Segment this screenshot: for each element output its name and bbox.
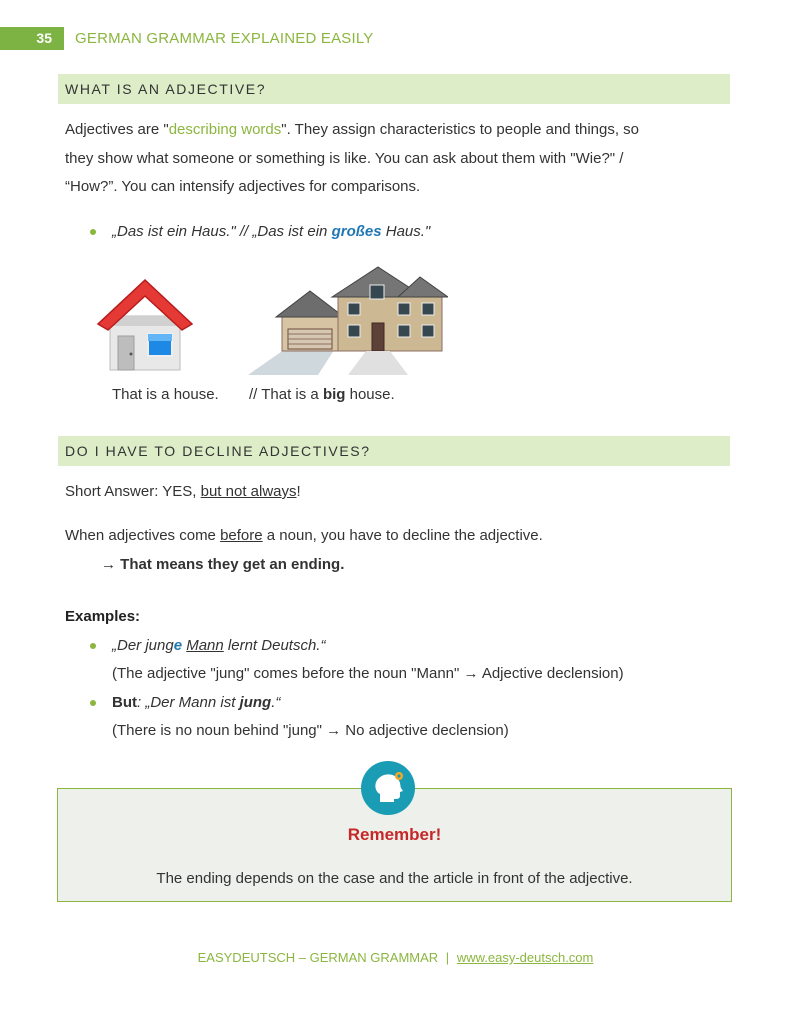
- page-number: 35: [0, 27, 64, 50]
- intro-line-1: Adjectives are "describing words". They assign characteristics to people and things, so: [65, 121, 640, 138]
- footer-link[interactable]: www.easy-deutsch.com: [456, 950, 594, 965]
- head-gear-icon: [360, 760, 416, 816]
- running-title: GERMAN GRAMMAR EXPLAINED EASILY: [75, 30, 374, 47]
- footer-separator: |: [445, 950, 450, 965]
- intro-paragraph: [65, 116, 725, 202]
- bullet-icon: [90, 700, 96, 706]
- jung-bold: jung: [239, 694, 272, 711]
- example-der-mann-ist-jung: But: „Der Mann ist jung.“: [112, 694, 281, 711]
- short-answer: Short Answer: YES, but not always!: [65, 483, 301, 500]
- but-not-always-underline: but not always: [200, 483, 297, 500]
- but-bold: But: [112, 694, 137, 711]
- example-der-junge-mann: „Der junge Mann lernt Deutsch.“: [112, 637, 326, 654]
- intro-line-3: “How?”. You can intensify adjectives for comparisons.: [65, 178, 421, 195]
- intro-line-2: they show what someone or something is like. You can ask about them with "Wie?" /: [65, 149, 624, 167]
- grosses-highlight: großes: [331, 223, 382, 240]
- big-bold: big: [322, 386, 346, 403]
- caption-that-is-a-house: That is a house.: [112, 386, 219, 403]
- examples-label: Examples:: [65, 608, 141, 625]
- remember-title: Remember!: [347, 825, 442, 844]
- section-heading-decline-adjectives: DO I HAVE TO DECLINE ADJECTIVES?: [58, 436, 730, 466]
- small-house-icon: [96, 276, 194, 372]
- bullet-icon: [90, 643, 96, 649]
- when-adjectives-sentence: When adjectives come before a noun, you have to decline the adjective.: [65, 527, 543, 544]
- footer: [0, 950, 791, 965]
- describing-words-highlight: describing words: [168, 121, 282, 138]
- arrow-ending-line: → That means they get an ending.: [101, 556, 345, 573]
- before-underline: before: [220, 527, 263, 544]
- example2-note: (There is no noun behind "jung" → No adjective declension): [112, 722, 509, 739]
- section-heading-what-is-adjective: WHAT IS AN ADJECTIVE?: [58, 74, 730, 104]
- caption-that-is-a-big-house: // That is a big house.: [249, 386, 395, 403]
- remember-text: The ending depends on the case and the article in front of the adjective.: [156, 870, 633, 887]
- mann-underline: Mann: [186, 637, 224, 654]
- big-house-icon: [248, 263, 448, 375]
- ending-e-highlight: e: [173, 637, 183, 654]
- example1-note: (The adjective "jung" comes before the noun "Mann" → Adjective declension): [112, 665, 624, 682]
- footer-label: EASYDEUTSCH – GERMAN GRAMMAR: [197, 950, 439, 965]
- example-das-ist-ein-haus: „Das ist ein Haus." // „Das ist ein großes Haus.": [112, 223, 431, 240]
- bullet-icon: [90, 229, 96, 235]
